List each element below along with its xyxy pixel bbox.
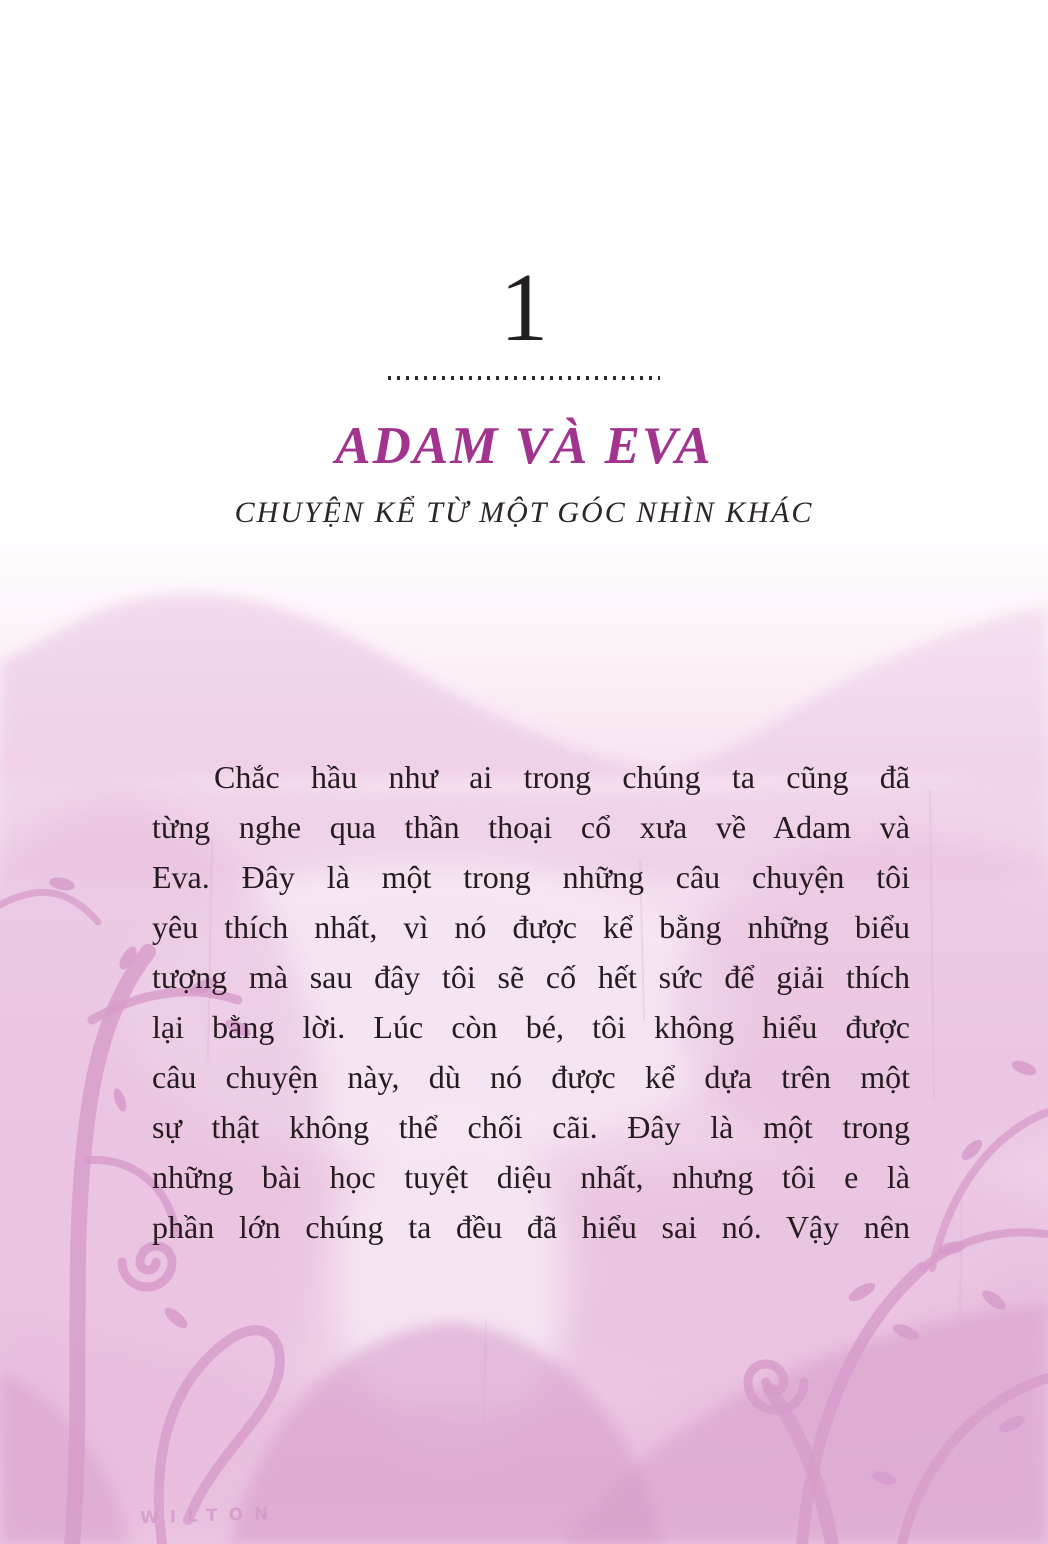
paragraph-line: những bài học tuyệt diệu nhất, nhưng tôi e là <box>152 1159 910 1195</box>
paragraph-line: từng nghe qua thần thoại cổ xưa về Adam và <box>152 809 910 845</box>
paragraph-line: lại bằng lời. Lúc còn bé, tôi không hiểu được <box>152 1009 910 1045</box>
paragraph-line: Chắc hầu như ai trong chúng ta cũng đã <box>214 759 910 795</box>
paragraph-line: câu chuyện này, dù nó được kể dựa trên một <box>152 1059 910 1095</box>
paragraph-line: phần lớn chúng ta đều đã hiểu sai nó. Vậy nên <box>152 1209 910 1245</box>
chapter-number: 1 <box>499 254 549 361</box>
chapter-title: ADAM VÀ EVA <box>335 417 713 475</box>
paragraph-line: sự thật không thể chối cãi. Đây là một trong <box>152 1109 910 1145</box>
dotted-divider <box>388 376 660 380</box>
paragraph-line: Eva. Đây là một trong những câu chuyện tôi <box>152 859 910 895</box>
body-paragraph <box>152 752 910 1252</box>
illustrator-signature: WILTON <box>139 1503 280 1529</box>
paragraph-line: tượng mà sau đây tôi sẽ cố hết sức để giải thích <box>152 959 910 995</box>
paragraph-line: yêu thích nhất, vì nó được kể bằng những biểu <box>152 909 910 945</box>
chapter-subtitle: CHUYỆN KỂ TỪ MỘT GÓC NHÌN KHÁC <box>234 496 814 529</box>
